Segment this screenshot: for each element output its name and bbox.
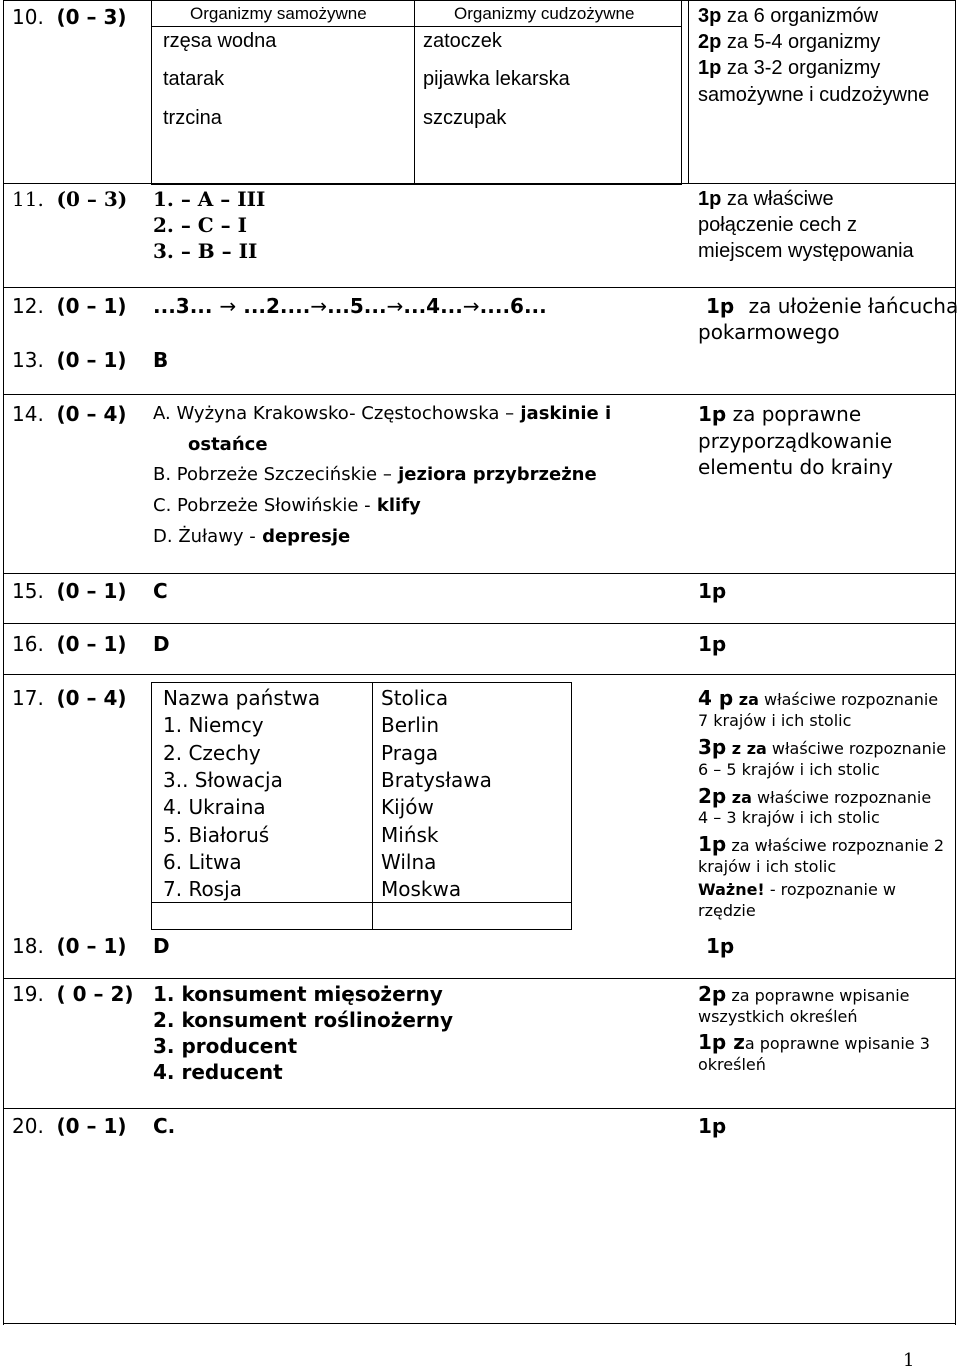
q12-food-chain <box>153 296 547 316</box>
q14-score-line: 1p za poprawne <box>698 402 862 426</box>
row-separator <box>3 623 955 624</box>
q17-capital: Wilna <box>381 850 437 874</box>
q14-item: B. Pobrzeże Szczecińskie – jeziora przybrzeżne <box>153 464 597 485</box>
q11-answer: 1. – A – III <box>153 187 266 211</box>
page-number: 1 <box>903 1350 915 1371</box>
q11-score-line: połączenie cech z <box>698 214 857 236</box>
q10-number: 10. <box>12 5 44 29</box>
q19-score-line: 1p za poprawne wpisanie 3 <box>698 1030 930 1054</box>
q17-score-line: krajów i ich stolic <box>698 857 837 876</box>
q10-col2-header: Organizmy cudzożywne <box>454 4 635 23</box>
q12-score-line: 1p za ułożenie łańcucha <box>706 294 959 318</box>
q18-answer: D <box>153 934 170 958</box>
q10-header-line <box>151 26 682 27</box>
chain-step: ...5... <box>327 294 387 318</box>
q10-table-divider <box>414 0 415 185</box>
row-separator <box>3 1108 955 1109</box>
q17-label: 17. (0 – 4) <box>12 686 127 710</box>
q17-country: 7. Rosja <box>163 877 242 901</box>
arrow-right-icon: → <box>462 294 480 318</box>
q17-note: Ważne! - rozpoznanie w <box>698 880 896 899</box>
q19-label: 19. ( 0 – 2) <box>12 982 134 1006</box>
q10-col1-item: tatarak <box>163 68 225 90</box>
q14-score-line: elementu do krainy <box>698 455 893 479</box>
q10-col2-item: zatoczek <box>423 30 502 52</box>
chain-step: ...3... <box>153 294 213 318</box>
q14-item-continuation: ostańce <box>188 434 268 455</box>
row-separator <box>3 573 955 574</box>
q14-item: C. Pobrzeże Słowińskie - klify <box>153 495 421 516</box>
chain-step: ....6... <box>479 294 547 318</box>
q10-col2-item: szczupak <box>423 107 507 129</box>
q20-answer: C. <box>153 1114 176 1138</box>
q11-answer: 2. – C – I <box>153 213 248 237</box>
q10-organism-table <box>151 0 682 185</box>
q19-answer: 3. producent <box>153 1034 298 1058</box>
q20-score: 1p <box>698 1114 727 1138</box>
q17-header-capital: Stolica <box>381 686 449 710</box>
q17-score-line: 1p za właściwe rozpoznanie 2 <box>698 832 945 856</box>
q17-country: 4. Ukraina <box>163 795 266 819</box>
q17-country: 6. Litwa <box>163 850 242 874</box>
q14-label: 14. (0 – 4) <box>12 402 127 426</box>
q10-col1-item: trzcina <box>163 107 222 129</box>
q20-label: 20. (0 – 1) <box>12 1114 127 1138</box>
row-separator <box>3 978 955 979</box>
q11-score-line: miejscem występowania <box>698 240 914 262</box>
row-separator <box>3 287 955 288</box>
chain-step: ...4... <box>403 294 463 318</box>
q10-col1-header: Organizmy samożywne <box>190 4 367 23</box>
q10-score-line: 3p za 6 organizmów <box>698 5 879 27</box>
q10-col2-item: pijawka lekarska <box>423 68 570 90</box>
q17-header-country: Nazwa państwa <box>163 686 321 710</box>
q17-score-line: 4 – 3 krajów i ich stolic <box>698 808 880 827</box>
arrow-right-icon: → <box>310 294 328 318</box>
q10-score-divider <box>688 0 689 183</box>
q11-answer: 3. – B – II <box>153 239 258 263</box>
q19-score-line: 2p za poprawne wpisanie <box>698 982 910 1006</box>
q12-score-line: pokarmowego <box>698 320 840 344</box>
q10-score-line: 1p za 3-2 organizmy <box>698 57 881 79</box>
q10-score-line: samożywne i cudzożywne <box>698 84 930 106</box>
q17-table-divider <box>372 682 373 930</box>
q16-answer: D <box>153 632 170 656</box>
q17-note: rzędzie <box>698 901 756 920</box>
q17-score-line: 4 p za właściwe rozpoznanie <box>698 686 939 710</box>
q17-country: 2. Czechy <box>163 741 261 765</box>
q11-score-line: 1p za właściwe <box>698 188 834 210</box>
q19-answer: 1. konsument mięsożerny <box>153 982 443 1006</box>
q14-score-line: przyporządkowanie <box>698 429 893 453</box>
q17-country: 5. Białoruś <box>163 823 270 847</box>
q15-answer: C <box>153 579 168 603</box>
frame-right <box>955 0 956 1325</box>
q15-score: 1p <box>698 579 727 603</box>
q13-answer: B <box>153 348 169 372</box>
q14-item: D. Żuławy - depresje <box>153 526 351 547</box>
q19-score-line: wszystkich określeń <box>698 1007 858 1026</box>
arrow-right-icon: → <box>219 294 237 318</box>
q17-country: 3.. Słowacja <box>163 768 283 792</box>
q17-capital: Praga <box>381 741 439 765</box>
q10-col1-item: rzęsa wodna <box>163 30 277 52</box>
q11-label: 11. (0 – 3) <box>12 187 128 211</box>
q10-score-line: 2p za 5-4 organizmy <box>698 31 881 53</box>
q17-capital: Moskwa <box>381 877 462 901</box>
frame-bottom <box>3 1323 955 1324</box>
q19-score-line: określeń <box>698 1055 766 1074</box>
q17-capital: Kijów <box>381 795 434 819</box>
q17-capital: Berlin <box>381 713 440 737</box>
q17-capital: Mińsk <box>381 823 439 847</box>
q13-label: 13. (0 – 1) <box>12 348 127 372</box>
q18-score: 1p <box>706 934 735 958</box>
q16-score: 1p <box>698 632 727 656</box>
chain-step: ...2.... <box>243 294 311 318</box>
q17-score-line: 7 krajów i ich stolic <box>698 711 852 730</box>
q17-score-line: 3p z za właściwe rozpoznanie <box>698 735 947 759</box>
row-separator <box>3 394 955 395</box>
q18-label: 18. (0 – 1) <box>12 934 127 958</box>
q16-label: 16. (0 – 1) <box>12 632 127 656</box>
q10-label <box>12 7 127 27</box>
q19-answer: 4. reducent <box>153 1060 283 1084</box>
q14-item: A. Wyżyna Krakowsko- Częstochowska – jaskinie i <box>153 403 612 424</box>
q15-label: 15. (0 – 1) <box>12 579 127 603</box>
q17-table-line <box>151 902 572 903</box>
q19-answer: 2. konsument roślinożerny <box>153 1008 454 1032</box>
q17-score-line: 6 – 5 krajów i ich stolic <box>698 760 880 779</box>
q17-score-line: 2p za właściwe rozpoznanie <box>698 784 932 808</box>
frame-left <box>3 0 4 1325</box>
q17-capital: Bratysława <box>381 768 492 792</box>
arrow-right-icon: → <box>386 294 404 318</box>
row-separator <box>3 674 955 675</box>
q12-label: 12. (0 – 1) <box>12 294 127 318</box>
q17-country: 1. Niemcy <box>163 713 264 737</box>
q10-range: (0 – 3) <box>56 5 127 29</box>
